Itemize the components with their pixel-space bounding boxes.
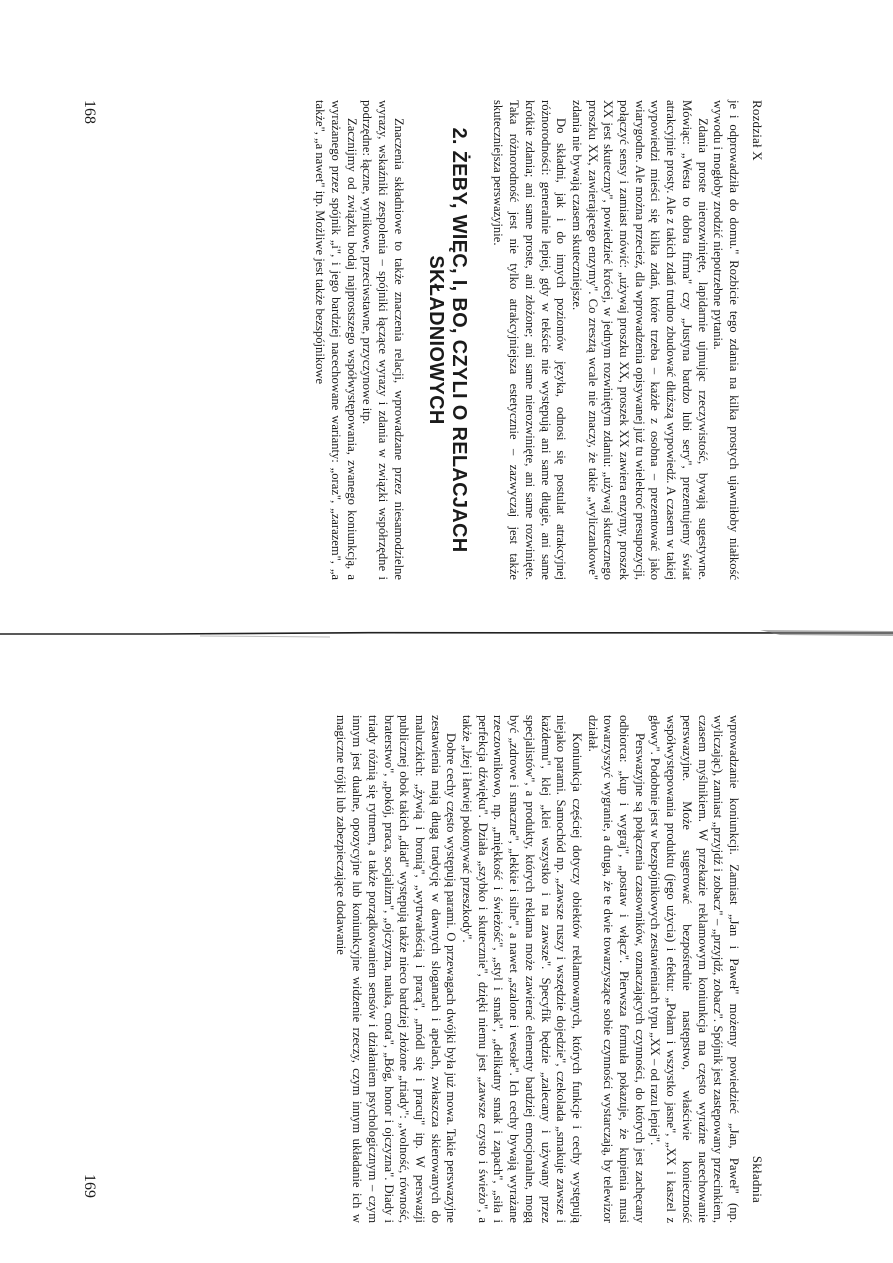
paragraph: Zdania proste nierozwinięte, lapidarnie ujmując rzeczywistość, bywają sugestywne. Mówiąc: „Westa to dobra firma" czy „Justyna bardzo lubi sery", prezentujemy świat atrakcyjnie prosty. Ale z takich zdań trudno zbudować dłuższą wypowiedź. A czasem w takiej wypowiedzi mieści się kilka zdań, które trzeba – każde z osobna – prezentować jako wiarygodne. Ale można przecież, dla wprowadzenia opisywanej już tu wielekroć presupozycji, połączyć sensy i zamiast mówić: „używaj proszku XX, proszek XX zawiera enzymy, proszek XX jest skuteczny", powiedzieć krócej, w jednym rozwiniętym zdaniu: „używaj skutecznego proszku XX, zawierającego enzymy". Co zresztą wcale nie znaczy, że takie „wyliczankowe" zdania nie bywają czasem skuteczniejsze. (569, 100, 710, 580)
page-number-left: 168 (81, 100, 98, 124)
paragraph: wprowadzanie koniunkcji. Zamiast „Jan i Paweł" możemy powiedzieć „Jan, Paweł" (np. wyliczając), zamiast „przyjdź i zobacz" – „przyjdź, zobacz". Spójnik jest zastępowany przecinkiem, czasem myślnikiem. W przekazie reklamowym koniunkcja ma często wyraźne nacechowanie perswazyjne. Może sugerować bezpośrednie następstwo, właściwie konieczność współwystępowania produktu (jego użycia) i efektu: „Połam i wszystko jasne", „XX i kaszel z głowy". Podobnie jest w bezspójnikowych zestawieniach typu „XX – od razu lepiej". (648, 715, 741, 1223)
page-169-body (333, 715, 741, 1223)
paragraph: je i odprowadziła do domu." Rozbicie tego zdania na kilka prostych ujawniłoby niałkość wywodu i mogłoby zrodzić niepotrzebne pytania. (711, 100, 741, 580)
paragraph: Zacznijmy od związku bodaj najprostszego współwystępowania, zwanego koniunkcją, a wyrażanego przez spójnik „i", i jego bardziej nacechowane warianty: „oraz", „zarazem", „a także", „a nawet" itp. Możliwe jest także bezspójnikowe (313, 100, 359, 580)
page-168 (0, 0, 893, 620)
running-head-left: Rozdział X (750, 100, 765, 161)
page-169 (0, 640, 893, 1263)
paragraph: Do składni, jak i do innych poziomów języka, odnosi się postulat atrakcyjnej różnorodności: generalnie lepiej, gdy w tekście nie występują ani same długie, ani same krótkie zdania; ani same proste, ani złożone; ani same nierozwinięte, ani same rozwinięte. Taka różnorodność jest nie tylko atrakcyjniejsza estetycznie – zazwyczaj jest także skuteczniejsza perswazyjnie. (491, 100, 569, 580)
paragraph: Dobre cechy często występują parami. O przewagach dwójki była już mowa. Takie perswazyjne zestawienia mają długą tradycję w dawnych sloganach i apelach, zwłaszcza skierowanych do maluczkich: „żywią i bronią", „wytrwałością i pracą", „módl się i pracuj" itp. W perswazji publicznej obok takich „diad" występują także nieco bardziej złożone „triady": „wolność, równość, braterstwo", „pokój, praca, socjalizm", „ojczyzna, nauka, cnota", „Bóg, honor i ojczyzna". Diady i triady różnią się rytmem, a także porządkowaniem sensów i działaniem psychologicznym – czym innym jest dualne, opozycyjne lub koniunkcyjne widzenie rzeczy, czym innym układanie ich w magiczne trójki lub zabezpieczające dodawanie (334, 715, 459, 1223)
page-fold-line (0, 628, 893, 640)
running-head-right: Składnia (750, 1155, 765, 1203)
paragraph: Znaczenia składniowe to także znaczenia relacji, wprowadzane przez niesamodzielne wyrazy, wskaźniki zespolenia – spójniki łączące wyrazy i zdania w związki współrzędne i podrzędne: łączne, wynikowe, przeciwstawne, przyczynowe itp. (360, 100, 406, 580)
page-168-body (312, 100, 741, 580)
section-heading: 2. ŻEBY, WIĘC, I, BO, CZYLI O RELACJACH SKŁADNIOWYCH (424, 127, 470, 553)
paragraph: Koniunkcja częściej dotyczy obiektów reklamowanych, których funkcje i cechy występują niejako parami. Samochód np. „zawsze ruszy i wszędzie dojedzie", czekolada „smakuje zawsze i każdemu", klej „klei wszystko i na zawsze". Specyfik będzie „zalecany i używany przez specjalistów", a produkty, których reklama może zawierać elementy bardziej emocjonalne, mogą być „zdrowe i smaczne", „lekkie i silne", a nawet „szalone i wesołe". Ich cechy bywają wyrażane rzeczownikowo, np. „miękkość i świeżość", „styl i smak", „delikatny smak i zapach", „siła i perfekcja dźwięku". Działa „szybko i skutecznie", dzięki niemu jest „zawsze czysto i świeżo", a także „lżej i łatwiej pokonywać przeszkody". (460, 715, 584, 1223)
page-number-right: 169 (81, 1174, 98, 1198)
paragraph: Perswazyjne są połączenia czasowników, oznaczających czynności, do których jest zachęcany odbiorca: „kup i wygraj", „postaw i włącz". Pierwsza formuła pokazuje, że kupienia musi towarzyszyć wygranie, a druga, że te dwie towarzyszące sobie czynności wystarczają, by telewizor działał. (585, 715, 647, 1223)
